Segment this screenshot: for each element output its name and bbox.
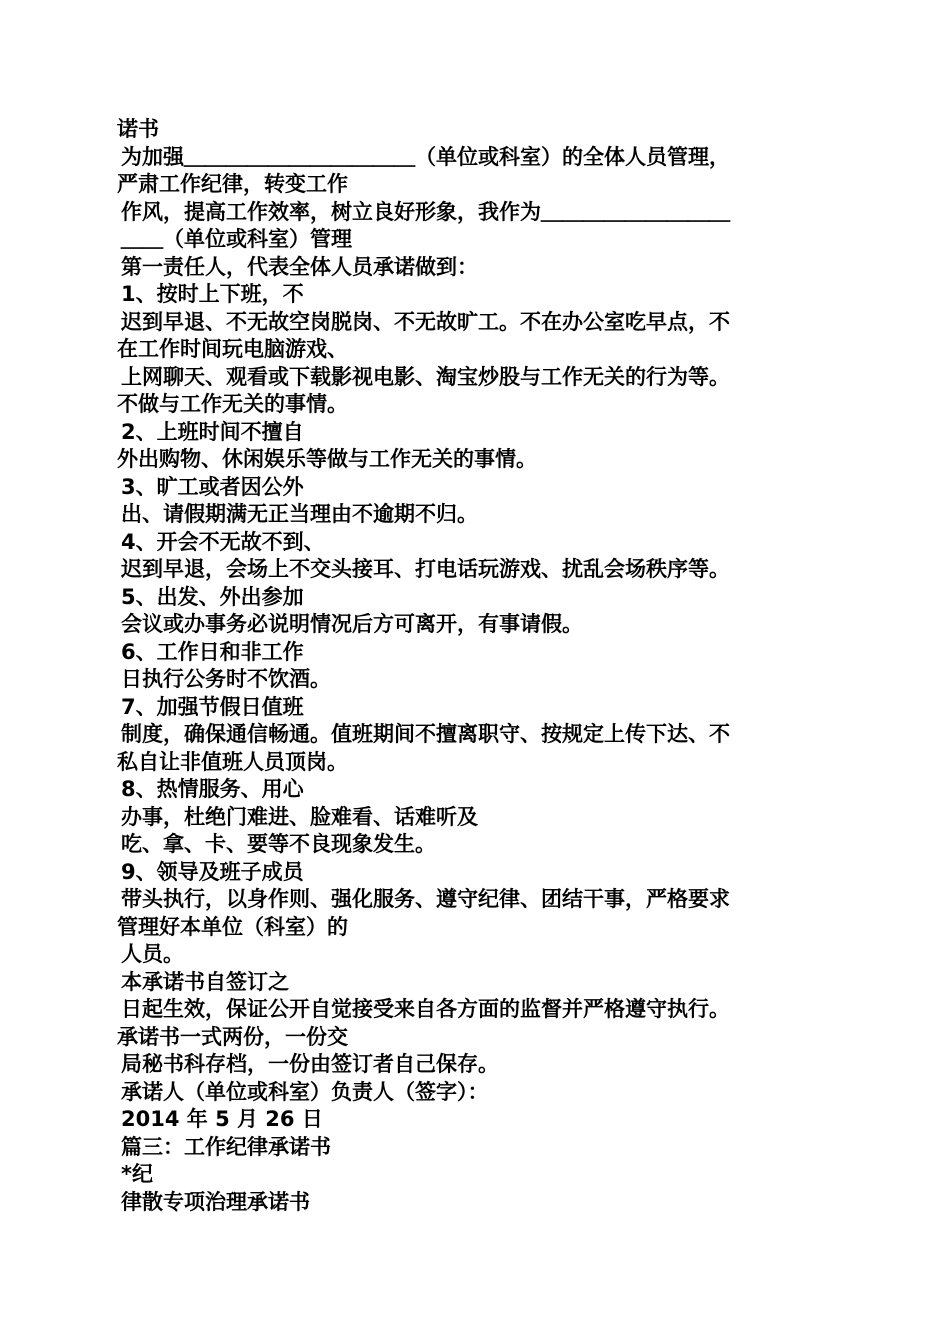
paragraph-line: 为加强＿＿＿＿＿＿＿＿＿＿＿（单位或科室）的全体人员管理，	[121, 144, 730, 169]
paragraph-line: *纪	[121, 1162, 153, 1186]
paragraph-line: 外出购物、休闲娱乐等做与工作无关的事情。	[117, 447, 537, 471]
list-item-line: 9、领导及班子成员	[121, 859, 304, 884]
paragraph-line: 吃、拿、卡、要等不良现象发生。	[121, 832, 436, 856]
list-item-line: 2、上班时间不擅自	[121, 419, 304, 444]
paragraph-line: 带头执行，以身作则、强化服务、遵守纪律、团结干事，严格要求	[121, 887, 730, 911]
list-item-line: 6、工作日和非工作	[121, 639, 304, 664]
section-heading: 篇三：工作纪律承诺书	[121, 1134, 331, 1159]
paragraph-line: 人员。	[121, 942, 184, 966]
paragraph-line: 局秘书科存档，一份由签订者自己保存。	[121, 1052, 499, 1076]
paragraph-line: 第一责任人，代表全体人员承诺做到：	[121, 254, 478, 279]
paragraph-line: 在工作时间玩电脑游戏、	[117, 337, 348, 361]
paragraph-line: 律散专项治理承诺书	[121, 1189, 310, 1214]
paragraph-line: 迟到早退、不无故空岗脱岗、不无故旷工。不在办公室吃早点，不	[121, 309, 730, 334]
document-page	[117, 116, 822, 1216]
paragraph-line: ＿＿（单位或科室）管理	[121, 227, 352, 251]
list-item-line: 5、出发、外出参加	[121, 584, 304, 609]
list-item-line: 4、开会不无故不到、	[121, 529, 325, 554]
paragraph-line: 会议或办事务必说明情况后方可离开，有事请假。	[121, 612, 583, 636]
paragraph-line: 日起生效，保证公开自觉接受来自各方面的监督并严格遵守执行。	[121, 997, 730, 1021]
paragraph-line: 制度，确保通信畅通。值班期间不擅离职守、按规定上传下达、不	[121, 722, 730, 746]
paragraph-line: 承诺书一式两份，一份交	[117, 1024, 348, 1049]
paragraph-line: 作风，提高工作效率，树立良好形象，我作为＿＿＿＿＿＿＿＿＿	[121, 199, 730, 224]
paragraph-line: 迟到早退，会场上不交头接耳、打电话玩游戏、扰乱会场秩序等。	[121, 557, 730, 581]
paragraph-line: 不做与工作无关的事情。	[117, 392, 348, 416]
list-item-line: 8、热情服务、用心	[121, 777, 304, 801]
list-item-line: 3、旷工或者因公外	[121, 474, 304, 499]
list-item-line: 7、加强节假日值班	[121, 694, 304, 719]
signature-label: 承诺人（单位或科室）负责人（签字）：	[121, 1079, 489, 1104]
paragraph-line: 私自让非值班人员顶岗。	[117, 749, 348, 774]
list-item-line: 1、按时上下班，不	[121, 282, 304, 306]
paragraph-line: 管理好本单位（科室）的	[117, 914, 348, 939]
paragraph-line: 严肃工作纪律，转变工作	[117, 172, 348, 196]
heading-fragment: 诺书	[117, 117, 159, 141]
paragraph-line: 日执行公务时不饮酒。	[121, 667, 331, 691]
paragraph-line: 上网聊天、观看或下载影视电影、淘宝炒股与工作无关的行为等。	[121, 364, 730, 389]
paragraph-line: 出、请假期满无正当理由不逾期不归。	[121, 502, 478, 526]
paragraph-line: 办事，杜绝门难进、脸难看、话难听及	[121, 804, 478, 829]
paragraph-line: 本承诺书自签订之	[121, 969, 289, 994]
date-line: 2014 年 5 月 26 日	[121, 1107, 323, 1131]
